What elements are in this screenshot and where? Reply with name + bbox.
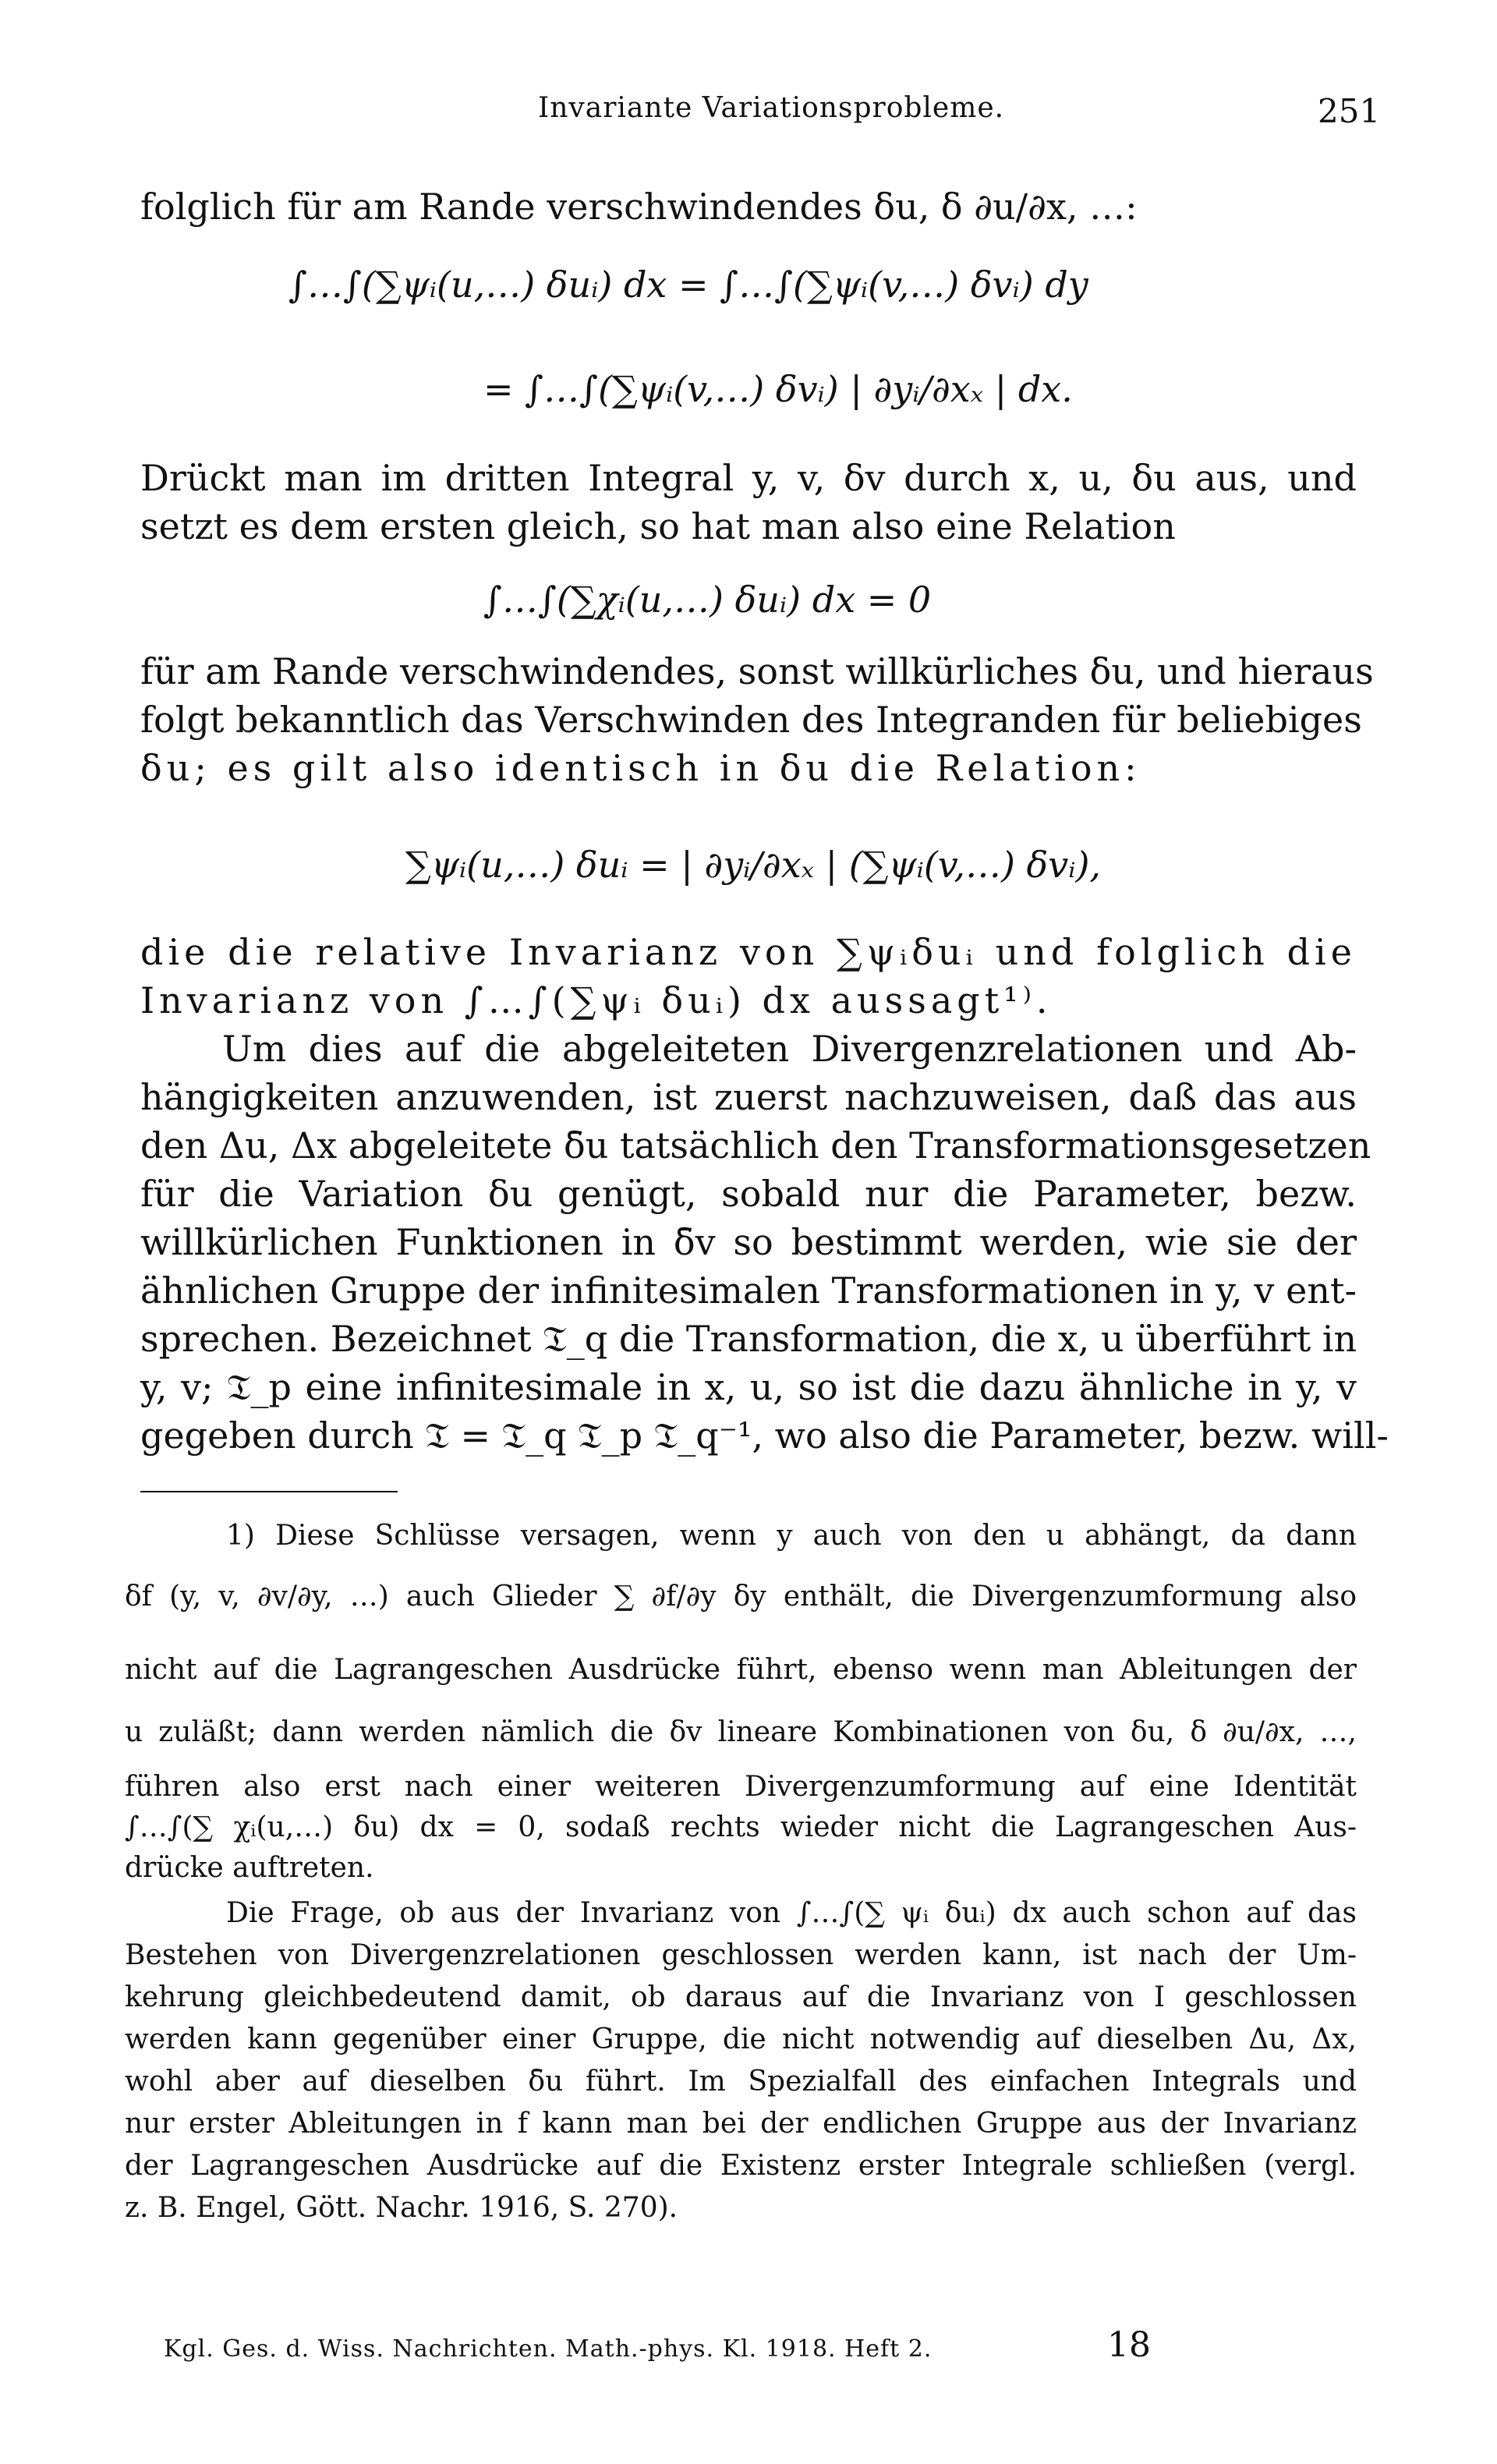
footnote-line: ∫…∫(∑ χᵢ(u,…) δu) dx = 0, sodaß rechts wieder nicht die Lagrangeschen Aus- [125, 1811, 1357, 1843]
equation-3: ∫…∫(∑χᵢ(u,…) δuᵢ) dx = 0 [483, 579, 932, 621]
footer-source: Kgl. Ges. d. Wiss. Nachrichten. Math.-phys. Kl. 1918. Heft 2. [164, 2335, 933, 2363]
body-line: setzt es dem ersten gleich, so hat man also eine Relation [140, 505, 1176, 547]
body-line: ähnlichen Gruppe der infinitesimalen Transformationen in y, v ent- [140, 1269, 1357, 1312]
page-number: 251 [1318, 92, 1381, 130]
equation-1: ∫…∫(∑ψᵢ(u,…) δuᵢ) dx = ∫…∫(∑ψᵢ(v,…) δvᵢ) dy [288, 264, 1088, 306]
footnote-line: kehrung gleichbedeutend damit, ob daraus auf die Invarianz von I geschlossen [125, 1981, 1357, 2013]
sheet-number: 18 [1107, 2325, 1151, 2365]
body-line: folglich für am Rande verschwindendes δu, δ ∂u/∂x, …: [140, 186, 1138, 228]
footnote-line: wohl aber auf dieselben δ̄u führt. Im Spezialfall des einfachen Integrals und [125, 2066, 1357, 2098]
body-line: sprechen. Bezeichnet 𝔗_q die Transformation, die x, u überführt in [140, 1318, 1357, 1360]
footnote-line: führen also erst nach einer weiteren Divergenzumformung auf eine Identität [125, 1771, 1357, 1803]
footnote-line: werden kann gegenüber einer Gruppe, die nicht notwendig auf dieselben Δu, Δx, [125, 2023, 1357, 2055]
footnote-line: drücke auftreten. [125, 1852, 374, 1884]
body-line: y, v; 𝔗_p eine infinitesimale in x, u, so ist die dazu ähnliche in y, v [140, 1366, 1357, 1408]
equation-4: ∑ψᵢ(u,…) δuᵢ = | ∂yᵢ/∂xₓ | (∑ψᵢ(v,…) δvᵢ), [405, 844, 1102, 886]
body-line: für am Rande verschwindendes, sonst willkürliches δu, und hieraus [140, 650, 1374, 692]
body-line: Invarianz von ∫…∫(∑ψᵢ δuᵢ) dx aussagt¹⁾. [140, 979, 1053, 1021]
body-line: δu; es gilt also identisch in δu die Relation: [140, 747, 1141, 789]
footnote-line: u zuläßt; dann werden nämlich die δv lineare Kombinationen von δu, δ ∂u/∂x, …, [125, 1716, 1357, 1748]
body-line: hängigkeiten anzuwenden, ist zuerst nachzuweisen, daß das aus [140, 1076, 1357, 1118]
body-line: folgt bekanntlich das Verschwinden des Integranden für beliebiges [140, 699, 1362, 741]
running-title: Invariante Variationsprobleme. [538, 92, 1005, 124]
body-line: willkürlichen Funktionen in δ̄v so bestimmt werden, wie sie der [140, 1221, 1357, 1263]
footnote-line: z. B. Engel, Gött. Nachr. 1916, S. 270). [125, 2192, 678, 2224]
footnote-line: δf (y, v, ∂v/∂y, …) auch Glieder ∑ ∂f/∂y δy enthält, die Divergenzumformung also [125, 1581, 1357, 1613]
footnote-rule [140, 1491, 398, 1492]
footnote-line: nur erster Ableitungen in f kann man bei der endlichen Gruppe aus der Invarianz [125, 2108, 1357, 2140]
body-line: Um dies auf die abgeleiteten Divergenzrelationen und Ab- [222, 1028, 1357, 1070]
body-line: Drückt man im dritten Integral y, v, δv durch x, u, δu aus, und [140, 457, 1357, 499]
body-line: gegeben durch 𝔗 = 𝔗_q 𝔗_p 𝔗_q⁻¹, wo also die Parameter, bezw. will- [140, 1414, 1389, 1457]
body-line: die die relative Invarianz von ∑ψᵢδuᵢ und folglich die [140, 931, 1357, 973]
body-line: den Δu, Δx abgeleitete δ̄u tatsächlich den Transformationsgesetzen [140, 1124, 1371, 1167]
footnote-line: nicht auf die Lagrangeschen Ausdrücke führt, ebenso wenn man Ableitungen der [125, 1654, 1357, 1686]
footnote-line: 1) Diese Schlüsse versagen, wenn y auch von den u abhängt, da dann [226, 1520, 1357, 1552]
equation-2: = ∫…∫(∑ψᵢ(v,…) δvᵢ) | ∂yᵢ/∂xₓ | dx. [483, 368, 1073, 410]
footnote-line: Bestehen von Divergenzrelationen geschlossen werden kann, ist nach der Um- [125, 1939, 1357, 1971]
footnote-line: der Lagrangeschen Ausdrücke auf die Existenz erster Integrale schließen (vergl. [125, 2150, 1357, 2182]
footnote-line: Die Frage, ob aus der Invarianz von ∫…∫(∑ ψᵢ δuᵢ) dx auch schon auf das [226, 1897, 1357, 1929]
body-line: für die Variation δu genügt, sobald nur die Parameter, bezw. [140, 1173, 1357, 1215]
